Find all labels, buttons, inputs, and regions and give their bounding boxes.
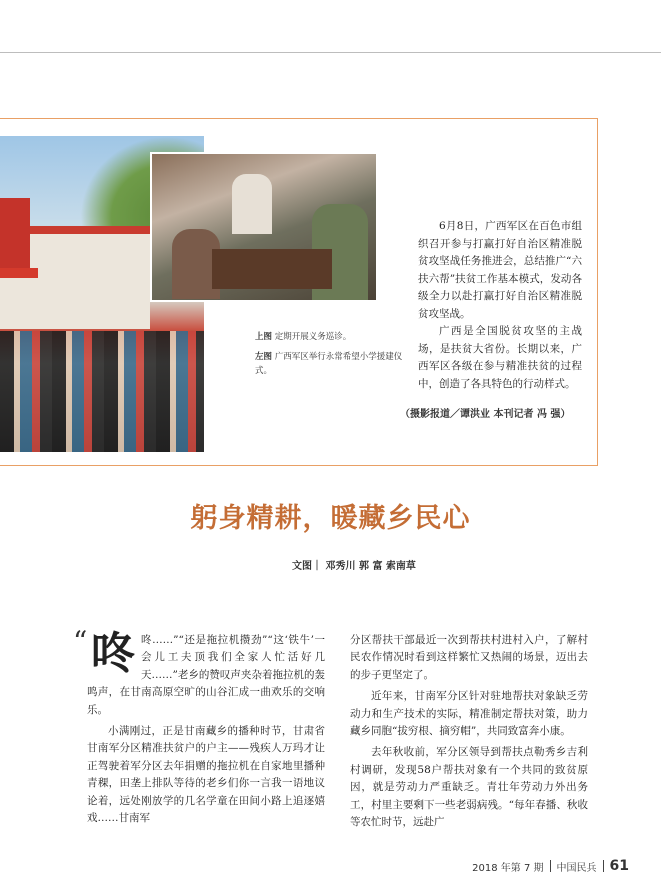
page-footer	[472, 858, 629, 874]
caption-left-photo	[255, 350, 405, 378]
photo-report-intro	[418, 218, 582, 393]
page-number: 61	[609, 858, 629, 874]
magazine-name: 中国民兵	[556, 862, 597, 874]
intro-paragraph: 广西是全国脱贫攻坚的主战场，是扶贫大省份。长期以来，广西军区各级在参与精准扶贫的过程中，创造了各具特色的行动样式。	[418, 325, 582, 390]
caption-top-photo	[255, 330, 405, 344]
issue-number: 2018 年第 7 期	[472, 862, 544, 874]
caption-text: 广西军区举行永常希望小学援建仪式。	[255, 352, 403, 376]
body-paragraph: 去年秋收前，军分区领导到帮扶点勒秀乡吉利村调研，发现58户帮扶对象有一个共同的致贫原因，就是劳动力严重缺乏。青壮年劳动力外出务工，村里主要剩下一些老弱病残。“每年春播、秋收等农忙时节，远赴广	[350, 746, 588, 829]
article-column-right	[350, 632, 588, 831]
drop-cap: 咚	[91, 628, 135, 679]
lead-paragraph-text: 咚……”“还是拖拉机攒劲”“这‘铁牛’一会儿工夫顶我们全家人忙活好几天……”老乡的赞叹声夹杂着拖拉机的轰鸣声，在甘南高原空旷的山谷汇成一曲欢乐的交响乐。	[87, 634, 325, 716]
header-rule	[0, 52, 661, 53]
footer-divider	[550, 860, 551, 872]
caption-text: 定期开展义务巡诊。	[274, 332, 352, 342]
body-paragraph: 小满刚过，正是甘南藏乡的播种时节，甘肃省甘南军分区精准扶贫户的户主——残疾人万玛才让正驾驶着军分区去年捐赠的拖拉机在自家地里播种青稞，田垄上排队等待的老乡们你一言我一语地议论着，远处刚放学的几名学童在田间小路上追逐嬉戏……甘南军	[87, 725, 325, 825]
lead-paragraph	[73, 625, 325, 719]
caption-label: 上图	[255, 332, 273, 342]
body-paragraph: 分区帮扶干部最近一次到帮扶村进村入户，了解村民农作情况时看到这样繁忙又热闹的场景，迈出去的步子更坚定了。	[350, 634, 588, 681]
article-byline: 文图｜ 邓秀川 郭 富 索南草	[292, 561, 416, 572]
intro-paragraph: 6月8日，广西军区在百色市组织召开参与打赢打好自治区精准脱贫攻坚战任务推进会，总结推广“六扶六帮”扶贫工作基本模式，发动各级全力以赴打赢打好自治区精准脱贫攻坚战。	[418, 220, 582, 320]
opening-quote-mark: “	[73, 625, 88, 658]
caption-label: 左图	[255, 352, 273, 362]
footer-divider	[603, 860, 604, 872]
article-title: 躬身精耕，暖藏乡民心	[190, 503, 471, 534]
photo-credit: （摄影报道／谭洪业 本刊记者 冯 强）	[400, 409, 571, 420]
photo-medical-clinic	[150, 152, 378, 302]
article-column-left	[73, 625, 325, 827]
body-paragraph: 近年来，甘南军分区针对驻地帮扶对象缺乏劳动力和生产技术的实际，精准制定帮扶对策，助力藏乡同胞“拔穷根、摘穷帽”，共同致富奔小康。	[350, 690, 588, 738]
